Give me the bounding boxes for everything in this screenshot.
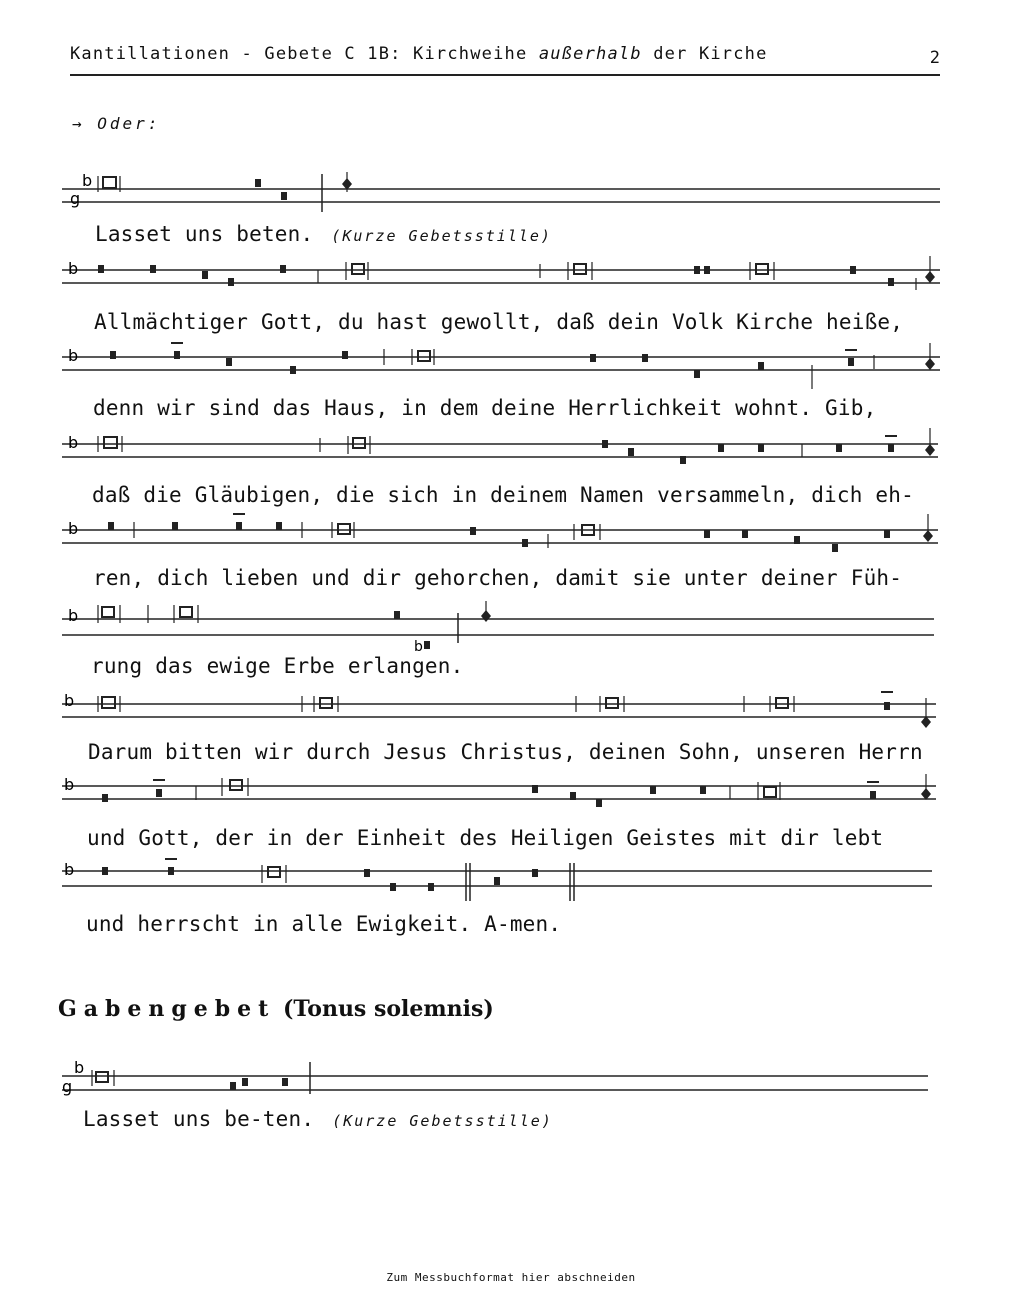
lyric-line: Lasset uns be-ten. (Kurze Gebetsstille) (83, 1107, 553, 1131)
svg-text:b: b (414, 639, 423, 655)
clef-letter: g (70, 189, 81, 208)
header-title: Kantillationen - Gebete C 1B: Kirchweihe außerhalb der Kirche (70, 44, 768, 64)
chant-staff (62, 1054, 942, 1104)
chant-staff (62, 424, 942, 472)
oder-marker: → Oder: (72, 114, 161, 133)
lyric-line: und herrscht in alle Ewigkeit. A-men. (86, 912, 562, 936)
svg-text:b: b (68, 259, 79, 278)
lyric-line: Lasset uns beten. (Kurze Gebetsstille) (95, 222, 552, 246)
chant-staff (62, 597, 942, 659)
footer-note: Zum Messbuchformat hier abschneiden (386, 1271, 636, 1284)
lyric-line: ren, dich lieben und dir gehorchen, damit sie unter deiner Füh- (93, 566, 903, 590)
svg-text:b: b (68, 606, 79, 625)
svg-text:b: b (68, 346, 79, 365)
flat-sign: b (82, 171, 93, 190)
lyric-line: Darum bitten wir durch Jesus Christus, deinen Sohn, unseren Herrn (88, 740, 923, 764)
svg-text:b: b (64, 775, 75, 794)
lyric-line: denn wir sind das Haus, in dem deine Herrlichkeit wohnt. Gib, (93, 396, 877, 420)
chant-staff (62, 684, 942, 734)
page-number: 2 (929, 48, 940, 68)
chant-staff (62, 855, 942, 905)
svg-text:b: b (64, 860, 75, 879)
page-header (70, 44, 940, 76)
svg-text:b: b (74, 1058, 85, 1077)
chant-staff (62, 164, 942, 214)
lyric-line: rung das ewige Erbe erlangen. (91, 654, 464, 678)
svg-text:g: g (62, 1077, 73, 1096)
lyric-line: daß die Gläubigen, die sich in deinem Namen versammeln, dich eh- (92, 483, 914, 507)
section-title: Gabengebet (Tonus solemnis) (58, 996, 494, 1022)
svg-text:b: b (68, 519, 79, 538)
lyric-line: Allmächtiger Gott, du hast gewollt, daß dein Volk Kirche heiße, (94, 310, 904, 334)
svg-text:b: b (68, 433, 79, 452)
chant-staff (62, 510, 942, 558)
chant-staff (62, 337, 942, 392)
lyric-line: und Gott, der in der Einheit des Heiligen Geistes mit dir lebt (87, 826, 884, 850)
chant-staff (62, 770, 942, 815)
svg-text:b: b (64, 691, 75, 710)
chant-staff (62, 250, 942, 300)
